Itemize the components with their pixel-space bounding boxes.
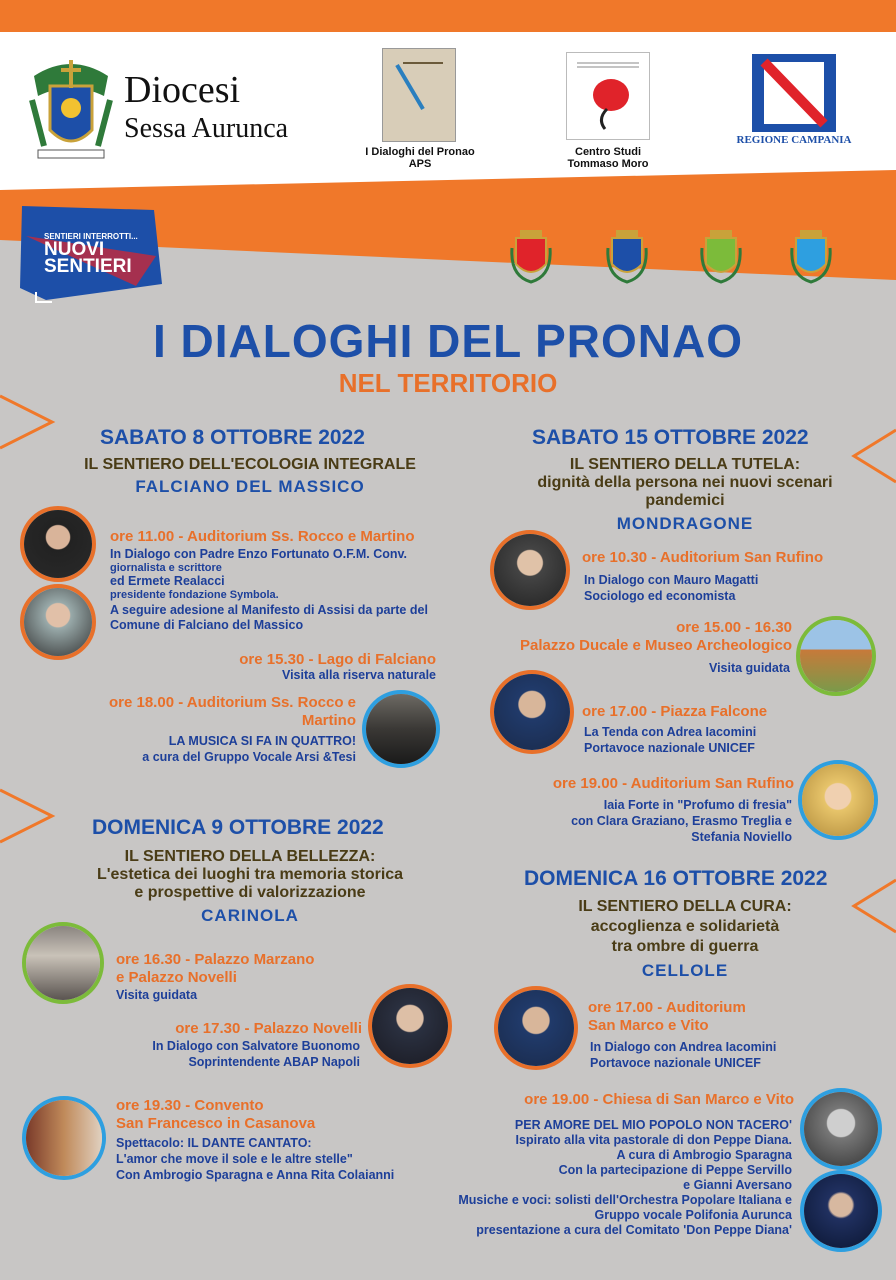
day2-theme1: IL SENTIERO DELLA TUTELA: bbox=[569, 456, 801, 473]
day4-theme2: accoglienza e solidarietà bbox=[590, 918, 780, 935]
centro-studi-logo-icon bbox=[567, 53, 649, 139]
day1-event1-line5: A seguire adesione al Manifesto di Assisi da parte del bbox=[110, 603, 428, 617]
day1-event1-line4: presidente fondazione Symbola. bbox=[110, 589, 279, 601]
regione-label: REGIONE CAMPANIA bbox=[736, 134, 852, 146]
regione-emblem-icon bbox=[752, 54, 836, 132]
day4-event2-heading: ore 19.00 - Chiesa di San Marco e Vito bbox=[524, 1091, 794, 1108]
day3-theme2: L'estetica dei luoghi tra memoria storica bbox=[96, 866, 404, 883]
day3-date: DOMENICA 9 OTTOBRE 2022 bbox=[92, 816, 384, 839]
photo-iaia-forte bbox=[798, 760, 878, 840]
day3-theme1: IL SENTIERO DELLA BELLEZZA: bbox=[124, 848, 376, 865]
municipal-crest-4-icon bbox=[790, 228, 832, 284]
municipal-crest-3-icon bbox=[700, 228, 742, 284]
day2-event3-heading: ore 17.00 - Piazza Falcone bbox=[582, 703, 768, 720]
day3-event3-line3: Con Ambrogio Sparagna e Anna Rita Colaianni bbox=[116, 1168, 395, 1182]
day1-event3-line2: a cura del Gruppo Vocale Arsi &Tesi bbox=[142, 750, 356, 764]
day3-event2-heading: ore 17.30 - Palazzo Novelli bbox=[175, 1020, 362, 1037]
photo-andrea-iacomini-2 bbox=[494, 986, 578, 1070]
day2-event1-heading: ore 10.30 - Auditorium San Rufino bbox=[582, 549, 824, 566]
day3-event3-line2: L'amor che move il sole e le altre stelle" bbox=[116, 1152, 353, 1166]
day1-date: SABATO 8 OTTOBRE 2022 bbox=[100, 426, 365, 449]
day4-place: CELLOLE bbox=[641, 961, 729, 980]
pronao-caption-2: APS bbox=[408, 158, 432, 170]
photo-palazzo-ducale bbox=[796, 616, 876, 696]
day1-event2-line1: Visita alla riserva naturale bbox=[281, 668, 436, 682]
main-subtitle: NEL TERRITORIO bbox=[338, 368, 558, 398]
centro-studi-caption-1: Centro Studi bbox=[575, 146, 641, 158]
day1-event1-line3: ed Ermete Realacci bbox=[110, 574, 225, 588]
day4-event2-line2: Ispirato alla vita pastorale di don Peppe Diana. bbox=[515, 1133, 792, 1147]
municipal-crest-2-icon bbox=[606, 228, 648, 284]
photo-palazzo-marzano bbox=[22, 922, 104, 1004]
day2-date: SABATO 15 OTTOBRE 2022 bbox=[532, 426, 809, 449]
day4-date: DOMENICA 16 OTTOBRE 2022 bbox=[524, 867, 828, 890]
day4-event1-heading2: San Marco e Vito bbox=[588, 1017, 709, 1034]
main-title: I DIALOGHI DEL PRONAO bbox=[152, 315, 744, 367]
photo-ambrogio-sparagna bbox=[800, 1088, 882, 1170]
day1-event3-line1: LA MUSICA SI FA IN QUATTRO! bbox=[168, 734, 356, 748]
day1-theme: IL SENTIERO DELL'ECOLOGIA INTEGRALE bbox=[84, 456, 416, 473]
day1-event3-heading1: ore 18.00 - Auditorium Ss. Rocco e bbox=[108, 694, 356, 711]
day4-event1-heading1: ore 17.00 - Auditorium bbox=[588, 999, 746, 1016]
day4-event2-line4: Con la partecipazione di Peppe Servillo bbox=[558, 1163, 792, 1177]
day1-event1-line6: Comune di Falciano del Massico bbox=[110, 618, 304, 632]
photo-andrea-iacomini bbox=[490, 670, 574, 754]
day4-event2-line8: presentazione a cura del Comitato 'Don Peppe Diana' bbox=[476, 1223, 792, 1237]
left-arrow-decoration-icon bbox=[0, 392, 60, 452]
day2-event2-line1: Visita guidata bbox=[708, 661, 790, 675]
day2-theme2: dignità della persona nei nuovi scenari bbox=[537, 474, 833, 491]
day2-event4-line2: con Clara Graziano, Erasmo Treglia e bbox=[571, 814, 792, 828]
day2-theme3: pandemici bbox=[645, 492, 725, 509]
day1-event1-line1: In Dialogo con Padre Enzo Fortunato O.F.M. Conv. bbox=[110, 547, 407, 561]
day4-event2-line6: Musiche e voci: solisti dell'Orchestra Popolare Italiana e bbox=[458, 1193, 792, 1207]
photo-dante-cantato bbox=[22, 1096, 106, 1180]
left-arrow-decoration-2-icon bbox=[0, 786, 60, 846]
photo-peppe-servillo bbox=[800, 1170, 882, 1252]
municipal-crest-1-icon bbox=[510, 228, 552, 284]
day1-place: FALCIANO DEL MASSICO bbox=[135, 477, 365, 496]
day4-event2-line5: e Gianni Aversano bbox=[683, 1178, 792, 1192]
day3-event2-line1: In Dialogo con Salvatore Buonomo bbox=[152, 1039, 360, 1053]
diocesi-crest-icon bbox=[28, 56, 114, 164]
day4-event1-line2: Portavoce nazionale UNICEF bbox=[590, 1056, 761, 1070]
day2-event3-line2: Portavoce nazionale UNICEF bbox=[584, 741, 755, 755]
diocesi-title: Diocesi bbox=[124, 69, 241, 111]
photo-mauro-magatti bbox=[490, 530, 570, 610]
day3-event1-line1: Visita guidata bbox=[116, 988, 198, 1002]
day1-event1-line2: giornalista e scrittore bbox=[110, 562, 222, 574]
diocesi-subtitle: Sessa Aurunca bbox=[124, 113, 289, 144]
regione-campania-logo bbox=[752, 54, 836, 132]
day3-event1-heading2: e Palazzo Novelli bbox=[116, 969, 237, 986]
day2-event4-line1: Iaia Forte in "Profumo di fresia" bbox=[603, 798, 792, 812]
top-orange-bar bbox=[0, 0, 896, 32]
day4-theme3: tra ombre di guerra bbox=[611, 938, 759, 955]
pronao-logo-icon bbox=[383, 49, 455, 141]
pronao-logo bbox=[382, 48, 456, 142]
centro-studi-caption-2: Tommaso Moro bbox=[567, 158, 649, 170]
photo-ermete-realacci bbox=[20, 584, 96, 660]
photo-enzo-fortunato bbox=[20, 506, 96, 582]
day3-event3-heading2: San Francesco in Casanova bbox=[116, 1115, 316, 1132]
badge-small-text: SENTIERI INTERROTTI... bbox=[44, 232, 138, 241]
day2-event2-heading2: Palazzo Ducale e Museo Archeologico bbox=[519, 637, 792, 654]
day3-event1-heading1: ore 16.30 - Palazzo Marzano bbox=[116, 951, 315, 968]
day3-event3-line1: Spettacolo: IL DANTE CANTATO: bbox=[116, 1136, 312, 1150]
centro-studi-logo bbox=[566, 52, 650, 140]
photo-salvatore-buonomo bbox=[368, 984, 452, 1068]
day4-theme1: IL SENTIERO DELLA CURA: bbox=[578, 898, 792, 915]
day2-event4-heading: ore 19.00 - Auditorium San Rufino bbox=[552, 775, 794, 792]
day1-event2-heading: ore 15.30 - Lago di Falciano bbox=[239, 651, 436, 668]
photo-arsi-tesi bbox=[362, 690, 440, 768]
day4-event1-line1: In Dialogo con Andrea Iacomini bbox=[590, 1040, 777, 1054]
day3-theme3: e prospettive di valorizzazione bbox=[134, 884, 366, 901]
day4-event2-line1: PER AMORE DEL MIO POPOLO NON TACERO' bbox=[514, 1118, 792, 1132]
day1-event3-heading2: Martino bbox=[301, 712, 356, 729]
day3-event2-line2: Soprintendente ABAP Napoli bbox=[188, 1055, 360, 1069]
day1-event1-heading: ore 11.00 - Auditorium Ss. Rocco e Martino bbox=[110, 528, 415, 545]
day2-place: MONDRAGONE bbox=[616, 514, 754, 533]
day2-event1-line1: In Dialogo con Mauro Magatti bbox=[584, 573, 759, 587]
day3-place: CARINOLA bbox=[201, 906, 299, 925]
day3-event3-heading1: ore 19.30 - Convento bbox=[116, 1097, 264, 1114]
day4-event2-line3: A cura di Ambrogio Sparagna bbox=[616, 1148, 792, 1162]
pronao-caption-1: I Dialoghi del Pronao bbox=[365, 146, 475, 158]
badge-line1: NUOVI bbox=[44, 239, 105, 260]
day2-event1-line2: Sociologo ed economista bbox=[584, 589, 736, 603]
day2-event4-line3: Stefania Noviello bbox=[691, 830, 792, 844]
day2-event3-line1: La Tenda con Adrea Iacomini bbox=[584, 725, 757, 739]
day4-event2-line7: Gruppo vocale Polifonia Aurunca bbox=[594, 1208, 792, 1222]
day2-event2-heading1: ore 15.00 - 16.30 bbox=[676, 619, 792, 636]
badge-line2: SENTIERI bbox=[44, 256, 132, 277]
